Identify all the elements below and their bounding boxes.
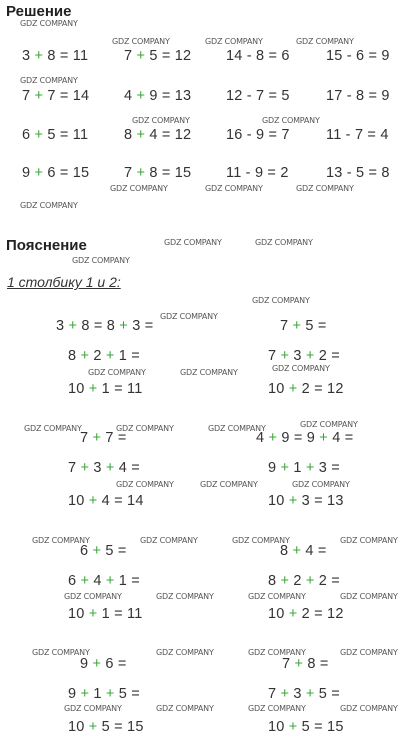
explanation-expression-left: 7 + 7 = [80,430,127,446]
watermark-text: GDZ COMPANY [116,480,174,489]
watermark-text: GDZ COMPANY [112,37,170,46]
watermark-text: GDZ COMPANY [252,296,310,305]
explanation-expression-right: 8 + 2 + 2 = [268,573,340,589]
watermark-text: GDZ COMPANY [296,37,354,46]
solution-expression: 17 - 8 = 9 [326,88,390,104]
watermark-text: GDZ COMPANY [64,704,122,713]
solution-expression: 15 - 6 = 9 [326,48,390,64]
explanation-expression-right: 8 + 4 = [280,543,327,559]
explanation-expression-left: 9 + 6 = [80,656,127,672]
watermark-text: GDZ COMPANY [232,536,290,545]
explanation-expression-right: 7 + 5 = [280,318,327,334]
solution-heading: Решение [6,3,72,20]
explanation-expression-right: 10 + 5 = 15 [268,719,344,735]
watermark-text: GDZ COMPANY [20,76,78,85]
explanation-expression-right: 10 + 2 = 12 [268,606,344,622]
explanation-expression-right: 10 + 2 = 12 [268,381,344,397]
watermark-text: GDZ COMPANY [20,201,78,210]
watermark-text: GDZ COMPANY [208,424,266,433]
watermark-text: GDZ COMPANY [180,368,238,377]
watermark-text: GDZ COMPANY [160,312,218,321]
watermark-text: GDZ COMPANY [110,184,168,193]
explanation-expression-left: 6 + 5 = [80,543,127,559]
explanation-expression-right: 4 + 9 = 9 + 4 = [256,430,354,446]
solution-expression: 8 + 4 = 12 [124,127,192,143]
watermark-text: GDZ COMPANY [140,536,198,545]
solution-expression: 7 + 5 = 12 [124,48,192,64]
solution-expression: 11 - 7 = 4 [326,127,389,143]
watermark-text: GDZ COMPANY [272,364,330,373]
watermark-text: GDZ COMPANY [200,480,258,489]
explanation-expression-left: 10 + 1 = 11 [68,381,143,397]
explanation-expression-left: 10 + 5 = 15 [68,719,144,735]
explanation-expression-left: 9 + 1 + 5 = [68,686,140,702]
solution-expression: 6 + 5 = 11 [22,127,89,143]
watermark-text: GDZ COMPANY [262,116,320,125]
watermark-text: GDZ COMPANY [116,424,174,433]
watermark-text: GDZ COMPANY [255,238,313,247]
watermark-text: GDZ COMPANY [88,368,146,377]
explanation-subheading: 1 столбику 1 и 2: [7,274,121,290]
watermark-text: GDZ COMPANY [296,184,354,193]
solution-expression: 3 + 8 = 11 [22,48,89,64]
solution-expression: 14 - 8 = 6 [226,48,290,64]
watermark-text: GDZ COMPANY [156,648,214,657]
watermark-text: GDZ COMPANY [72,256,130,265]
watermark-text: GDZ COMPANY [340,536,398,545]
explanation-expression-left: 10 + 4 = 14 [68,493,144,509]
solution-expression: 12 - 7 = 5 [226,88,290,104]
watermark-text: GDZ COMPANY [205,37,263,46]
watermark-text: GDZ COMPANY [132,116,190,125]
explanation-expression-left: 7 + 3 + 4 = [68,460,140,476]
explanation-expression-right: 10 + 3 = 13 [268,493,344,509]
watermark-text: GDZ COMPANY [32,648,90,657]
solution-expression: 7 + 7 = 14 [22,88,90,104]
watermark-text: GDZ COMPANY [156,704,214,713]
watermark-text: GDZ COMPANY [64,592,122,601]
watermark-text: GDZ COMPANY [248,648,306,657]
watermark-text: GDZ COMPANY [20,19,78,28]
explanation-expression-left: 6 + 4 + 1 = [68,573,140,589]
solution-expression: 9 + 6 = 15 [22,165,90,181]
watermark-text: GDZ COMPANY [340,704,398,713]
explanation-expression-right: 7 + 3 + 5 = [268,686,340,702]
watermark-text: GDZ COMPANY [292,480,350,489]
solution-expression: 11 - 9 = 2 [226,165,289,181]
watermark-text: GDZ COMPANY [248,592,306,601]
watermark-text: GDZ COMPANY [156,592,214,601]
watermark-text: GDZ COMPANY [205,184,263,193]
watermark-text: GDZ COMPANY [32,536,90,545]
solution-expression: 16 - 9 = 7 [226,127,290,143]
watermark-text: GDZ COMPANY [164,238,222,247]
solution-expression: 13 - 5 = 8 [326,165,390,181]
explanation-expression-left: 8 + 2 + 1 = [68,348,140,364]
explanation-expression-left: 3 + 8 = 8 + 3 = [56,318,154,334]
explanation-expression-right: 7 + 3 + 2 = [268,348,340,364]
watermark-text: GDZ COMPANY [248,704,306,713]
watermark-text: GDZ COMPANY [340,648,398,657]
watermark-text: GDZ COMPANY [24,424,82,433]
explanation-expression-right: 9 + 1 + 3 = [268,460,340,476]
explanation-expression-right: 7 + 8 = [282,656,329,672]
explanation-heading: Пояснение [6,237,87,254]
explanation-expression-left: 10 + 1 = 11 [68,606,143,622]
watermark-text: GDZ COMPANY [300,420,358,429]
solution-expression: 4 + 9 = 13 [124,88,192,104]
solution-expression: 7 + 8 = 15 [124,165,192,181]
watermark-text: GDZ COMPANY [340,592,398,601]
